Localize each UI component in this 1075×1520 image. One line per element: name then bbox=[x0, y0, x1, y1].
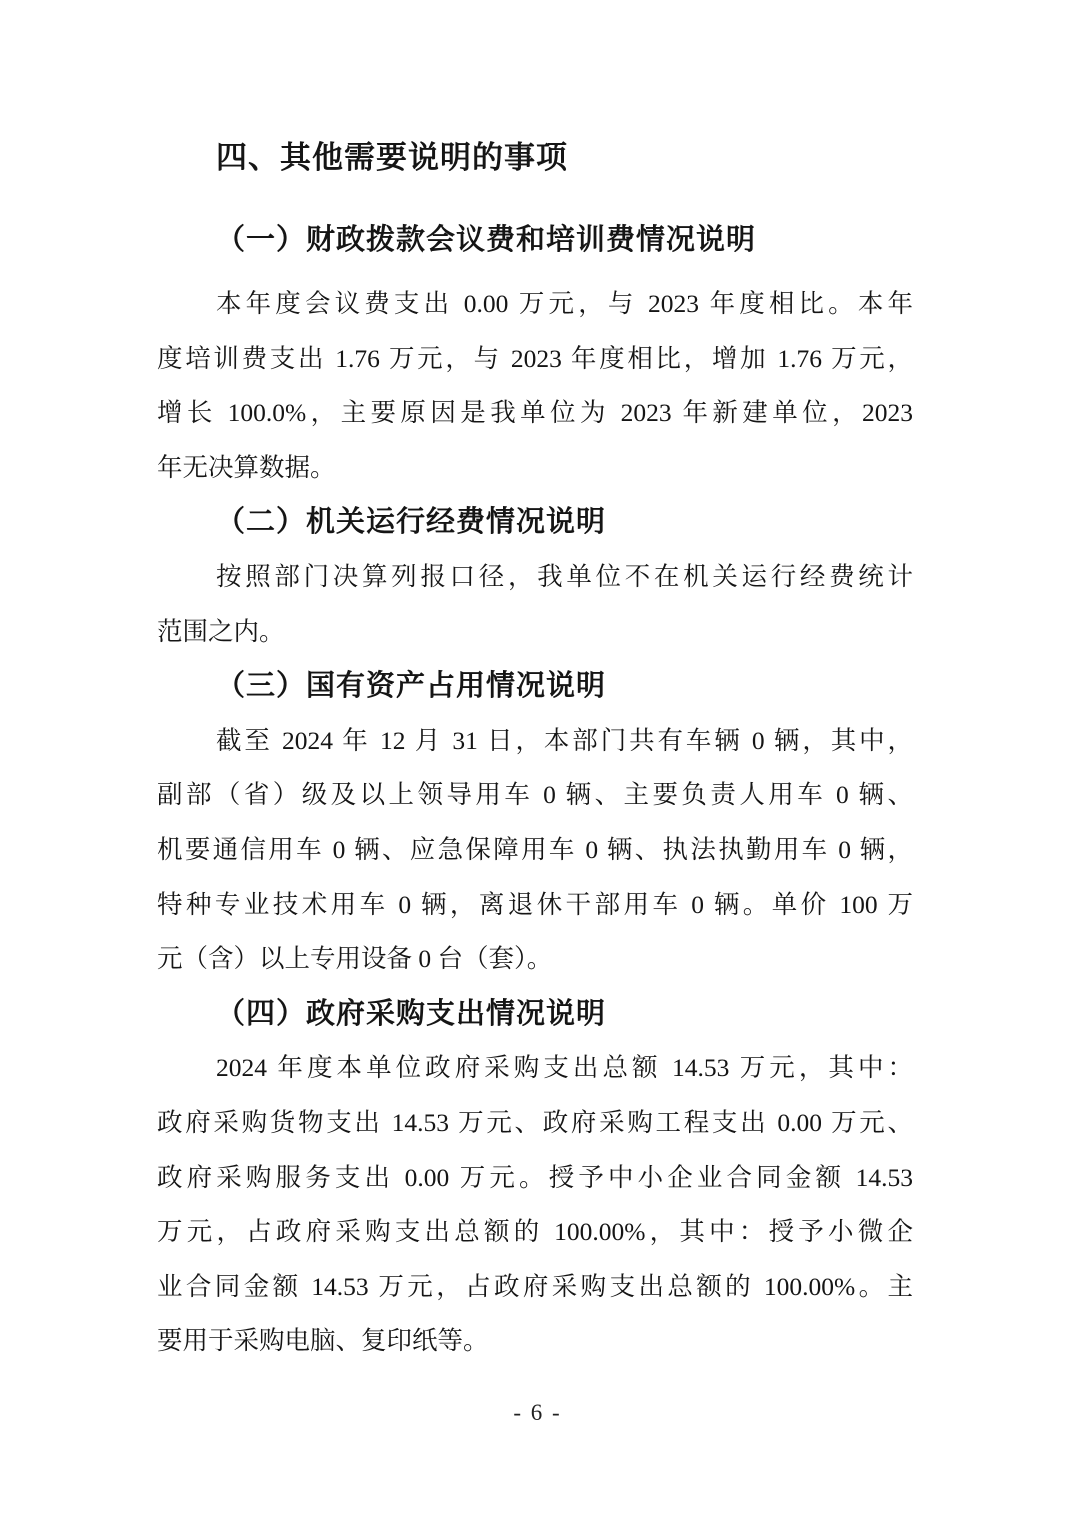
section-title-3: （三）国有资产占用情况说明 bbox=[216, 670, 607, 703]
document-body bbox=[157, 277, 913, 1369]
text-line: 机要通信用车 0 辆、应急保障用车 0 辆、执法执勤用车 0 辆， bbox=[157, 834, 913, 864]
text-line: 业合同金额 14.53 万元，占政府采购支出总额的 100.00%。主 bbox=[157, 1271, 913, 1301]
text-line: 范围之内。 bbox=[157, 616, 285, 646]
text-line: 元（含）以上专用设备 0 台（套）。 bbox=[157, 944, 553, 974]
text-line: 政府采购货物支出 14.53 万元、政府采购工程支出 0.00 万元、 bbox=[157, 1107, 913, 1137]
section-title-2: （二）机关运行经费情况说明 bbox=[216, 506, 607, 539]
section-title-4: （四）政府采购支出情况说明 bbox=[216, 997, 607, 1030]
section-title-1: （一）财政拨款会议费和培训费情况说明 bbox=[216, 224, 757, 256]
text-line: 要用于采购电脑、复印纸等。 bbox=[157, 1326, 489, 1356]
text-line: 增长 100.0%，主要原因是我单位为 2023 年新建单位，2023 bbox=[157, 398, 913, 428]
text-line: 万元，占政府采购支出总额的 100.00%，其中：授予小微企 bbox=[157, 1217, 913, 1247]
text-line: 本年度会议费支出 0.00 万元，与 2023 年度相比。本年 bbox=[216, 289, 913, 318]
text-line: 政府采购服务支出 0.00 万元。授予中小企业合同金额 14.53 bbox=[157, 1162, 913, 1192]
text-line: 特种专业技术用车 0 辆，离退休干部用车 0 辆。单价 100 万 bbox=[157, 889, 913, 919]
text-line: 年无决算数据。 bbox=[157, 452, 336, 482]
doc-heading: 四、其他需要说明的事项 bbox=[216, 140, 568, 175]
text-line: 截至 2024 年 12 月 31 日，本部门共有车辆 0 辆，其中， bbox=[216, 725, 913, 755]
text-line: 副部（省）级及以上领导用车 0 辆、主要负责人用车 0 辆、 bbox=[157, 780, 913, 810]
text-line: 2024 年度本单位政府采购支出总额 14.53 万元，其中： bbox=[216, 1053, 913, 1083]
page-number: - 6 - bbox=[513, 1400, 562, 1425]
text-line: 度培训费支出 1.76 万元，与 2023 年度相比，增加 1.76 万元， bbox=[157, 343, 913, 373]
text-line: 按照部门决算列报口径，我单位不在机关运行经费统计 bbox=[216, 561, 913, 591]
